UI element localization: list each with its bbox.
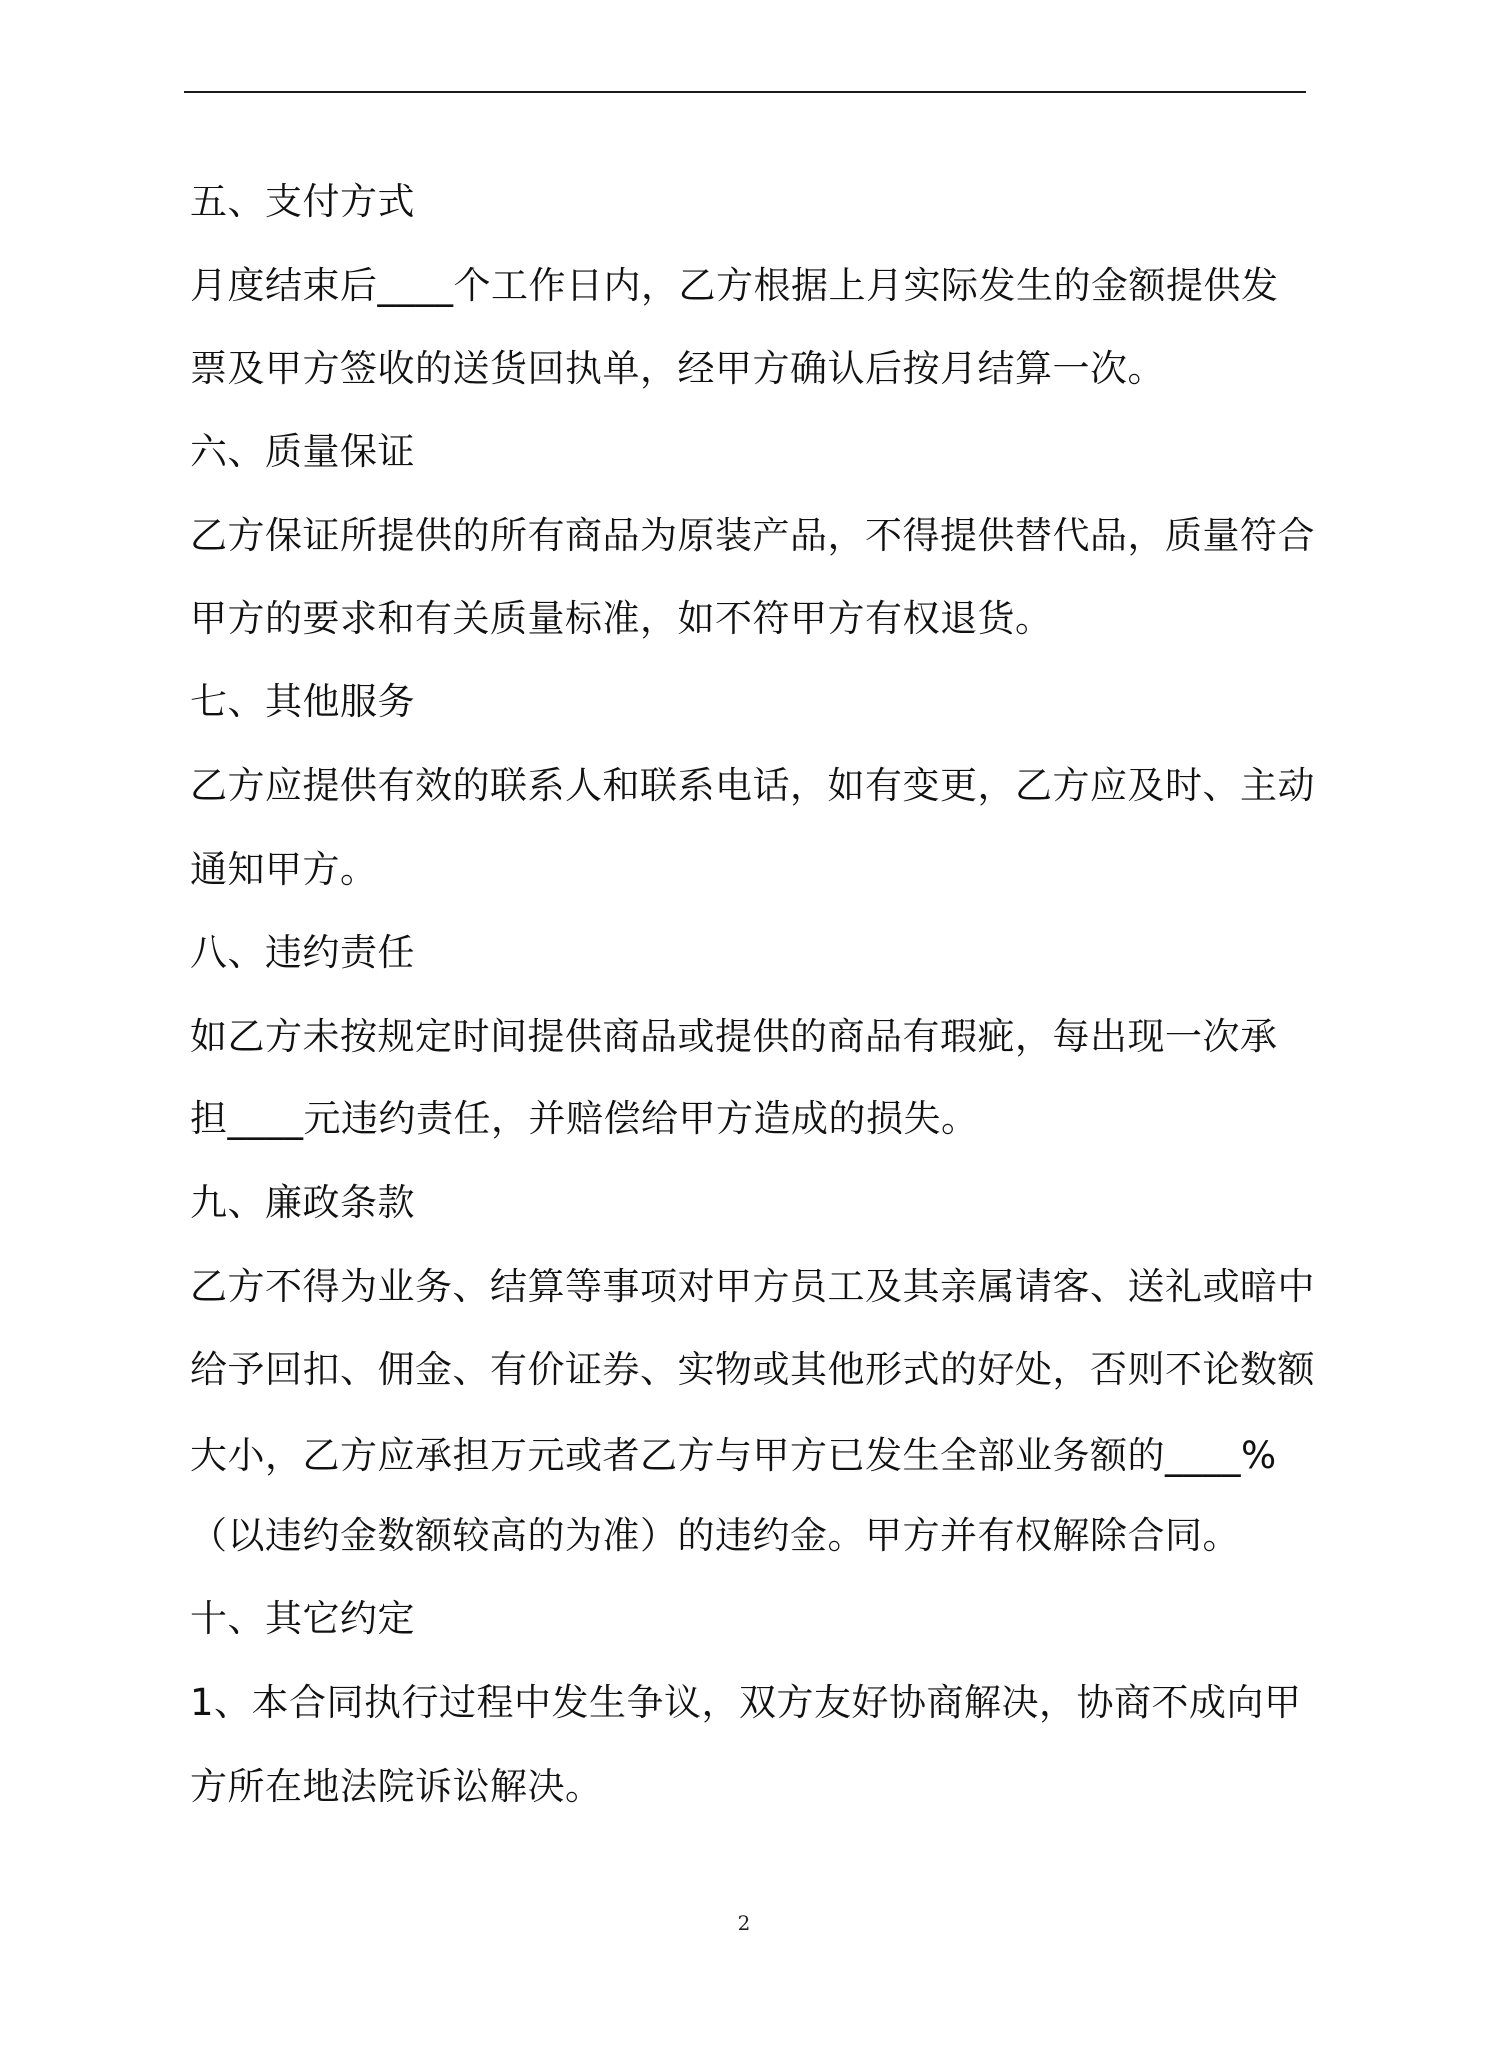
- paragraph-line: 如乙方未按规定时间提供商品或提供的商品有瑕疵，每出现一次承: [190, 1015, 1278, 1058]
- paragraph-line: 票及甲方签收的送货回执单，经甲方确认后按月结算一次。: [190, 347, 1165, 390]
- section-heading-integrity: 九、廉政条款: [190, 1181, 415, 1224]
- section-heading-services: 七、其他服务: [190, 680, 415, 723]
- section-heading-quality: 六、质量保证: [190, 430, 415, 473]
- paragraph-line: 担____元违约责任，并赔偿给甲方造成的损失。: [190, 1097, 979, 1140]
- paragraph-line: 乙方保证所提供的所有商品为原装产品，不得提供替代品，质量符合: [190, 514, 1315, 557]
- section-heading-payment: 五、支付方式: [190, 180, 415, 223]
- section-heading-liability: 八、违约责任: [190, 931, 415, 974]
- paragraph-line: 1、本合同执行过程中发生争议，双方友好协商解决，协商不成向甲: [190, 1681, 1302, 1724]
- paragraph-line: 给予回扣、佣金、有价证券、实物或其他形式的好处，否则不论数额: [190, 1348, 1315, 1391]
- paragraph-line: 甲方的要求和有关质量标准，如不符甲方有权退货。: [190, 597, 1053, 640]
- paragraph-line: 大小，乙方应承担万元或者乙方与甲方已发生全部业务额的____%: [190, 1434, 1277, 1477]
- paragraph-line: 月度结束后____个工作日内，乙方根据上月实际发生的金额提供发: [190, 264, 1279, 307]
- paragraph-line: 通知甲方。: [190, 848, 378, 891]
- paragraph-line: 方所在地法院诉讼解决。: [190, 1765, 603, 1808]
- page-number: 2: [737, 1911, 751, 1935]
- section-heading-other: 十、其它约定: [190, 1597, 415, 1640]
- paragraph-line: 乙方应提供有效的联系人和联系电话，如有变更，乙方应及时、主动: [190, 764, 1315, 807]
- header-rule: [184, 91, 1306, 93]
- paragraph-line: 乙方不得为业务、结算等事项对甲方员工及其亲属请客、送礼或暗中: [190, 1265, 1315, 1308]
- paragraph-line: （以违约金数额较高的为准）的违约金。甲方并有权解除合同。: [190, 1514, 1240, 1557]
